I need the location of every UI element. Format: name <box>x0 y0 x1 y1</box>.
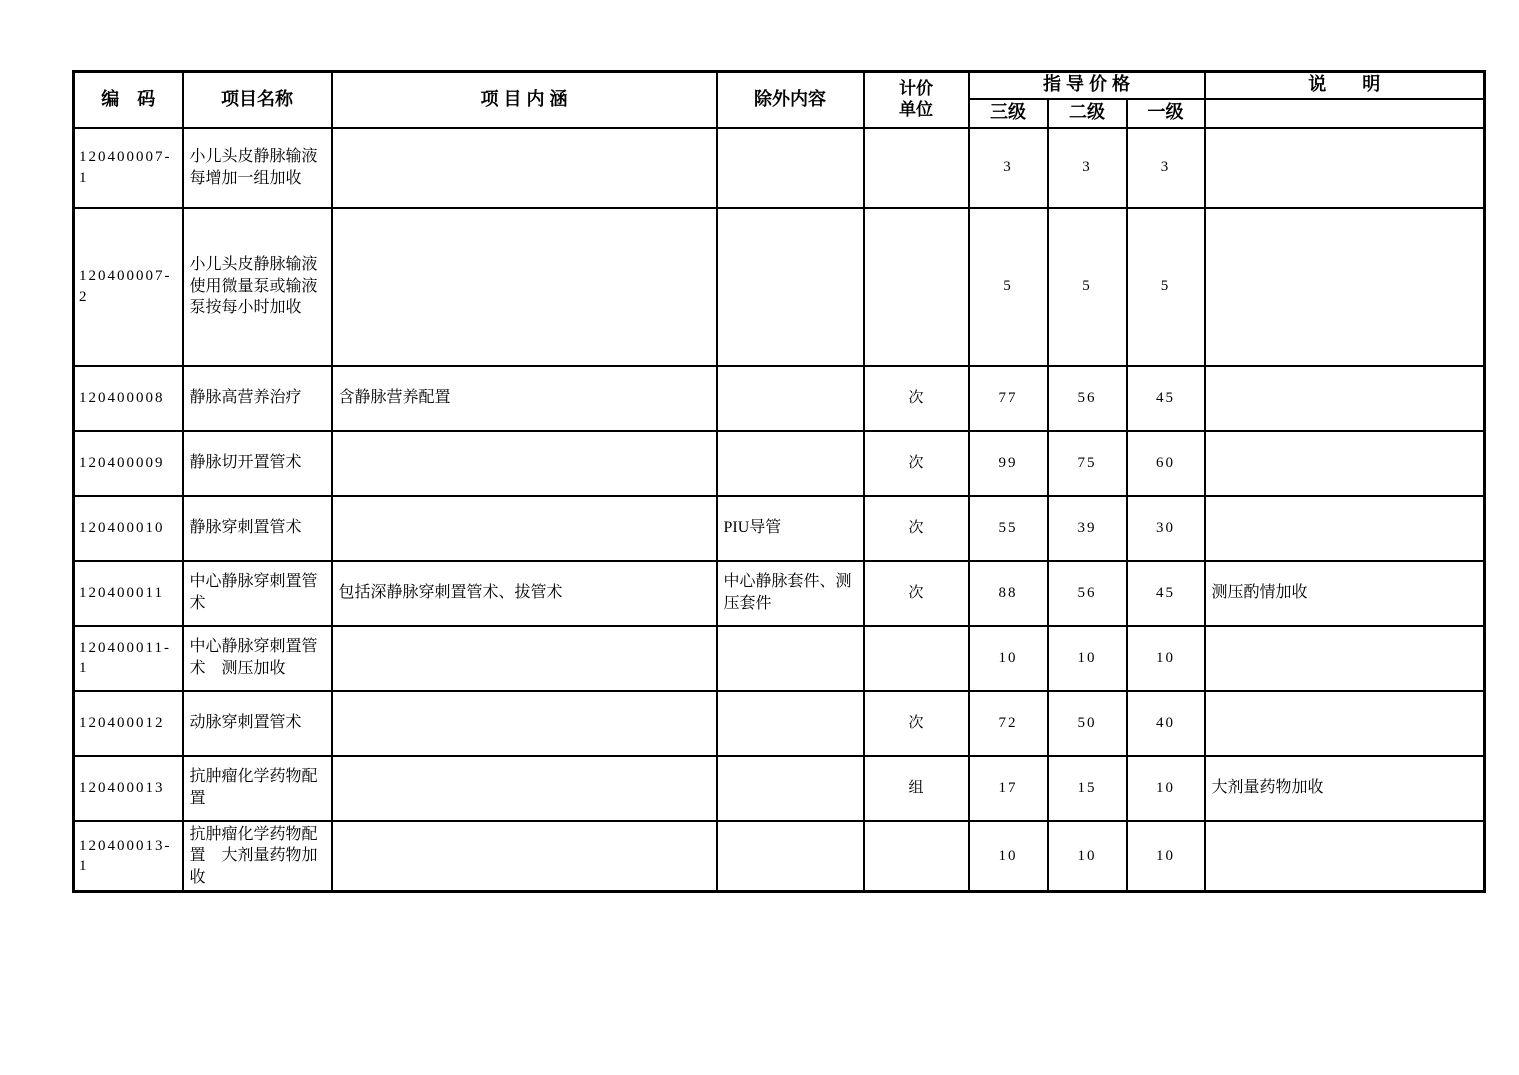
code-cell: 120400013-1 <box>74 821 183 892</box>
table-body <box>74 128 1485 892</box>
code-cell: 120400008 <box>74 366 183 431</box>
pricing-unit-cell: 次 <box>864 691 969 756</box>
price-tier1-cell: 5 <box>1127 208 1205 366</box>
price-tier2-cell: 56 <box>1048 366 1127 431</box>
item-name-cell: 静脉高营养治疗 <box>183 366 332 431</box>
table-row <box>74 208 1485 366</box>
pricing-unit-cell: 次 <box>864 496 969 561</box>
header-item-name: 项目名称 <box>183 72 332 128</box>
excluded-content-cell <box>717 756 864 821</box>
item-name-cell: 动脉穿刺置管术 <box>183 691 332 756</box>
item-name-cell: 抗肿瘤化学药物配置 <box>183 756 332 821</box>
item-name-cell: 小儿头皮静脉输液使用微量泵或输液泵按每小时加收 <box>183 208 332 366</box>
code-cell: 120400013 <box>74 756 183 821</box>
price-tier1-cell: 3 <box>1127 128 1205 208</box>
price-tier1-cell: 30 <box>1127 496 1205 561</box>
price-tier3-cell: 3 <box>969 128 1048 208</box>
excluded-content-cell <box>717 366 864 431</box>
pricing-unit-cell: 组 <box>864 756 969 821</box>
item-name-cell: 中心静脉穿刺置管术 <box>183 561 332 626</box>
table-row <box>74 626 1485 691</box>
price-tier1-cell: 10 <box>1127 626 1205 691</box>
header-pricing-unit <box>864 72 969 128</box>
excluded-content-cell <box>717 431 864 496</box>
item-content-cell <box>332 208 717 366</box>
table-row <box>74 561 1485 626</box>
code-cell: 120400007-2 <box>74 208 183 366</box>
code-cell: 120400010 <box>74 496 183 561</box>
price-tier1-cell: 10 <box>1127 821 1205 892</box>
note-cell <box>1205 366 1485 431</box>
header-tier3: 三级 <box>969 99 1048 128</box>
code-cell: 120400011 <box>74 561 183 626</box>
item-name-cell: 静脉穿刺置管术 <box>183 496 332 561</box>
excluded-content-cell <box>717 128 864 208</box>
price-tier2-cell: 10 <box>1048 626 1127 691</box>
note-cell <box>1205 431 1485 496</box>
price-tier3-cell: 5 <box>969 208 1048 366</box>
price-tier2-cell: 56 <box>1048 561 1127 626</box>
item-name-cell: 静脉切开置管术 <box>183 431 332 496</box>
item-name-cell: 小儿头皮静脉输液每增加一组加收 <box>183 128 332 208</box>
price-tier3-cell: 72 <box>969 691 1048 756</box>
price-tier3-cell: 55 <box>969 496 1048 561</box>
excluded-content-cell: 中心静脉套件、测压套件 <box>717 561 864 626</box>
header-excluded-content: 除外内容 <box>717 72 864 128</box>
table-row <box>74 366 1485 431</box>
item-content-cell <box>332 626 717 691</box>
price-tier3-cell: 10 <box>969 626 1048 691</box>
pricing-unit-cell: 次 <box>864 561 969 626</box>
header-note: 说 明 <box>1205 72 1485 99</box>
header-note-sub <box>1205 99 1485 128</box>
price-tier2-cell: 10 <box>1048 821 1127 892</box>
table-row <box>74 821 1485 892</box>
medical-price-table <box>72 70 1486 893</box>
header-row-top <box>74 72 1485 99</box>
item-content-cell <box>332 821 717 892</box>
pricing-unit-cell: 次 <box>864 366 969 431</box>
item-content-cell <box>332 691 717 756</box>
price-tier2-cell: 75 <box>1048 431 1127 496</box>
note-cell <box>1205 821 1485 892</box>
price-tier2-cell: 3 <box>1048 128 1127 208</box>
price-tier3-cell: 88 <box>969 561 1048 626</box>
table-header <box>74 72 1485 128</box>
pricing-unit-cell <box>864 626 969 691</box>
header-guide-price-group: 指 导 价 格 <box>969 72 1205 99</box>
note-cell <box>1205 128 1485 208</box>
price-tier1-cell: 45 <box>1127 366 1205 431</box>
price-tier3-cell: 77 <box>969 366 1048 431</box>
item-name-cell: 中心静脉穿刺置管术 测压加收 <box>183 626 332 691</box>
item-name-cell: 抗肿瘤化学药物配置 大剂量药物加收 <box>183 821 332 892</box>
header-pricing-unit-line2: 单位 <box>899 99 933 119</box>
note-cell <box>1205 496 1485 561</box>
note-cell <box>1205 691 1485 756</box>
item-content-cell <box>332 756 717 821</box>
price-tier1-cell: 45 <box>1127 561 1205 626</box>
item-content-cell <box>332 496 717 561</box>
item-content-cell: 包括深静脉穿刺置管术、拔管术 <box>332 561 717 626</box>
table-row <box>74 496 1485 561</box>
note-cell: 测压酌情加收 <box>1205 561 1485 626</box>
table-row <box>74 691 1485 756</box>
price-tier2-cell: 39 <box>1048 496 1127 561</box>
code-cell: 120400009 <box>74 431 183 496</box>
item-content-cell <box>332 128 717 208</box>
price-tier1-cell: 40 <box>1127 691 1205 756</box>
excluded-content-cell <box>717 821 864 892</box>
excluded-content-cell <box>717 626 864 691</box>
excluded-content-cell <box>717 691 864 756</box>
item-content-cell <box>332 431 717 496</box>
note-cell <box>1205 626 1485 691</box>
pricing-unit-cell: 次 <box>864 431 969 496</box>
item-content-cell: 含静脉营养配置 <box>332 366 717 431</box>
code-cell: 120400007-1 <box>74 128 183 208</box>
note-cell <box>1205 208 1485 366</box>
header-tier2: 二级 <box>1048 99 1127 128</box>
price-tier3-cell: 10 <box>969 821 1048 892</box>
price-tier1-cell: 60 <box>1127 431 1205 496</box>
excluded-content-cell: PIU导管 <box>717 496 864 561</box>
header-code: 编 码 <box>74 72 183 128</box>
pricing-unit-cell <box>864 821 969 892</box>
note-cell: 大剂量药物加收 <box>1205 756 1485 821</box>
code-cell: 120400012 <box>74 691 183 756</box>
price-tier1-cell: 10 <box>1127 756 1205 821</box>
pricing-unit-cell <box>864 208 969 366</box>
header-pricing-unit-line1: 计价 <box>899 79 933 99</box>
table-row <box>74 128 1485 208</box>
table-row <box>74 431 1485 496</box>
table-row <box>74 756 1485 821</box>
price-tier2-cell: 15 <box>1048 756 1127 821</box>
price-tier3-cell: 17 <box>969 756 1048 821</box>
pricing-unit-cell <box>864 128 969 208</box>
header-tier1: 一级 <box>1127 99 1205 128</box>
code-cell: 120400011-1 <box>74 626 183 691</box>
price-tier3-cell: 99 <box>969 431 1048 496</box>
price-tier2-cell: 50 <box>1048 691 1127 756</box>
excluded-content-cell <box>717 208 864 366</box>
price-tier2-cell: 5 <box>1048 208 1127 366</box>
header-item-content: 项 目 内 涵 <box>332 72 717 128</box>
